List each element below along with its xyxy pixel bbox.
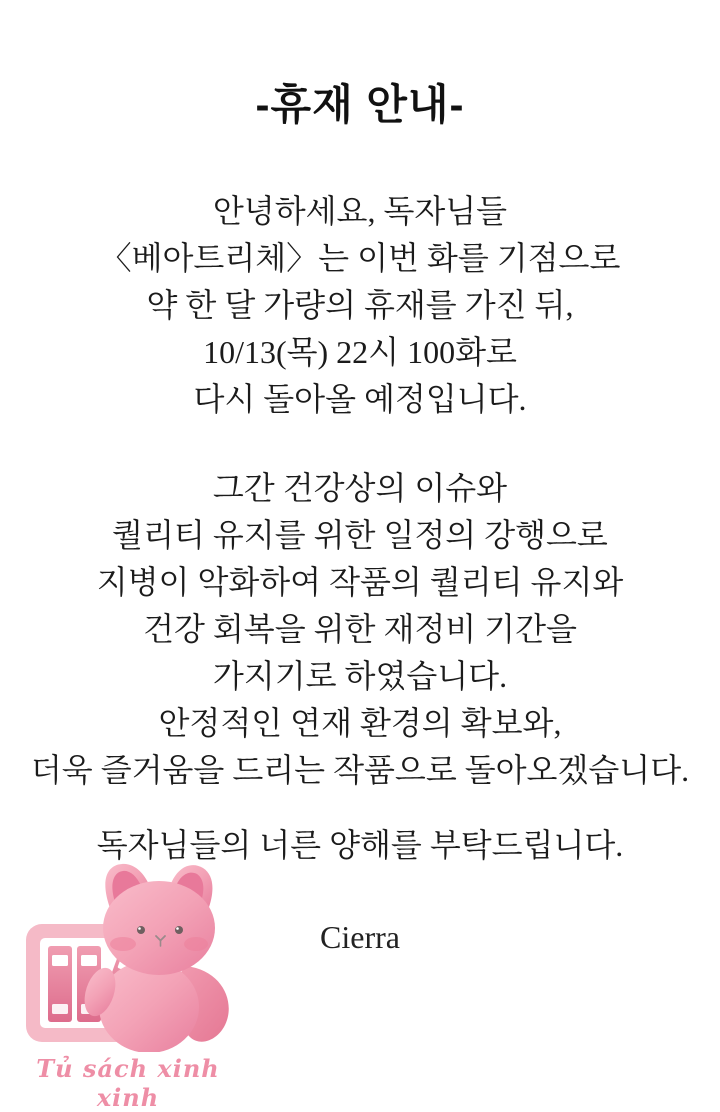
watermark-label: Tủ sách xinh xinh: [36, 1054, 220, 1112]
notice-line: 약 한 달 가량의 휴재를 가진 뒤,: [146, 287, 574, 323]
notice-line: 퀄리티 유지를 위한 일정의 강행으로: [112, 517, 608, 553]
mascot-cat-bookshelf-icon: [22, 860, 234, 1052]
notice-line: 10/13(목) 22시 100화로: [203, 334, 517, 370]
notice-line: 다시 돌아올 예정입니다.: [193, 381, 527, 417]
author-signature: Cierra: [320, 919, 400, 955]
notice-line: 가지기로 하였습니다.: [212, 658, 508, 694]
notice-line: 〈베아트리체〉는 이번 화를 기점으로: [99, 240, 621, 276]
eye-left: [137, 926, 145, 934]
paragraph-greeting: [0, 188, 720, 423]
eye-right: [175, 926, 183, 934]
paragraph-reason: [0, 465, 720, 794]
blush-left: [110, 937, 136, 951]
translator-watermark: [22, 860, 234, 1112]
notice-line: 안녕하세요, 독자님들: [212, 193, 508, 229]
notice-line: 독자님들의 너른 양해를 부탁드립니다.: [96, 827, 624, 863]
notice-line: 그간 건강상의 이슈와: [212, 470, 508, 506]
notice-line: 더욱 즐거움을 드리는 작품으로 돌아오겠습니다.: [30, 752, 690, 788]
notice-line: 안정적인 연재 환경의 확보와,: [158, 705, 562, 741]
blush-right: [184, 937, 208, 951]
notice-line: 지병이 악화하여 작품의 퀄리티 유지와: [96, 564, 624, 600]
page-title: -휴재 안내-: [255, 81, 465, 128]
notice-line: 건강 회복을 위한 재정비 기간을: [143, 611, 577, 647]
